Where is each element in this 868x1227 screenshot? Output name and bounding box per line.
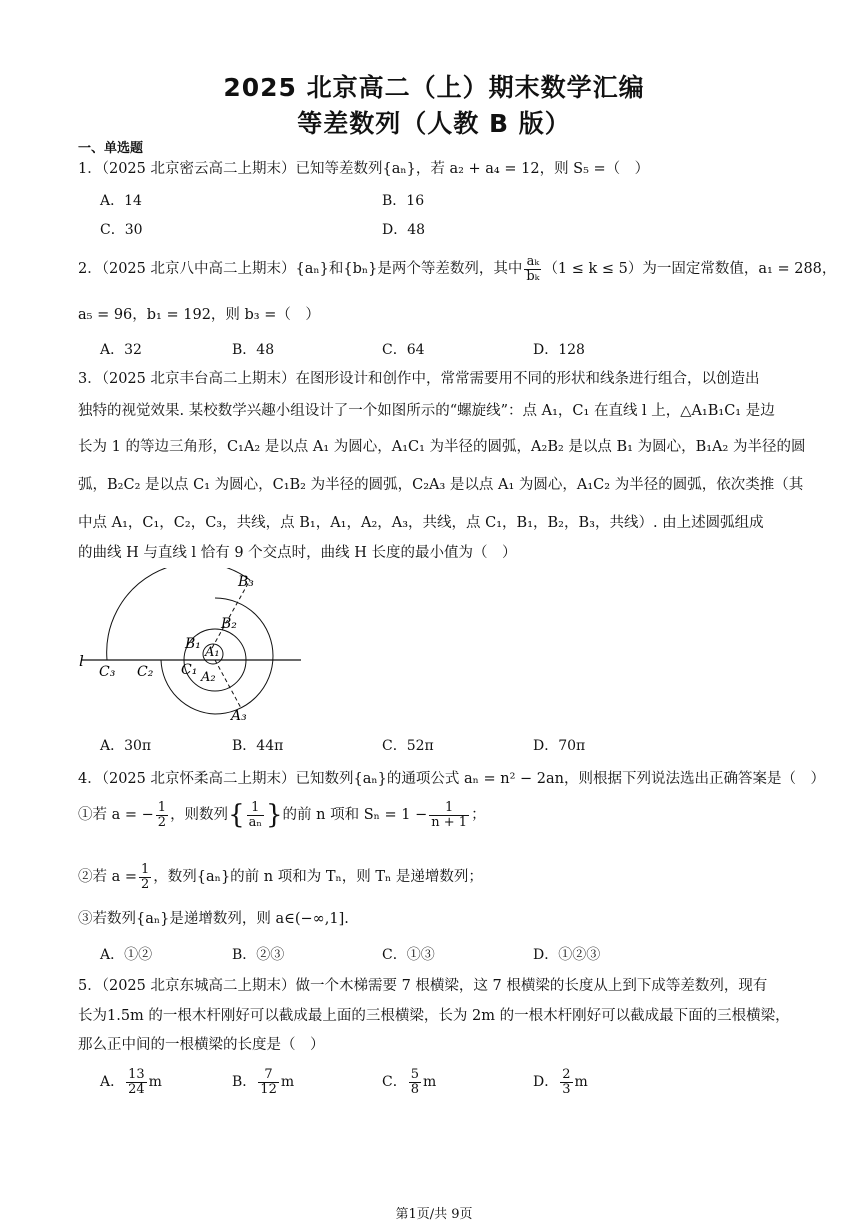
q2-stem-post: （1 ≤ k ≤ 5）为一固定常数值，a₁ = 288， [543,261,837,278]
q2-stem-line2: a₅ = 96，b₁ = 192，则 b₃ =（ ） [78,307,320,323]
q1-option-c[interactable]: C．30 [100,222,143,238]
q4-s1-post: ； [471,807,486,823]
q5-b-label: B． [232,1074,257,1091]
q4-s1-frac2 [247,801,264,829]
q5-stem-line1: 5．（2025 北京东城高二上期末）做一个木梯需要 7 根横梁，这 7 根横梁的长度从上到下成等差数列，现有 [78,978,768,994]
q5-d-num: 2 [562,1067,571,1082]
label-b1: B₁ [185,636,201,652]
q4-s2-f-den: 2 [141,876,150,892]
q5-stem-line2: 长为1.5m 的一根木杆刚好可以截成最上面的三根横梁，长为 2m 的一根木杆刚好可以截成最下面的三根横梁， [78,1008,790,1024]
q5-option-b[interactable] [232,1068,294,1096]
q2-fraction [524,255,541,283]
q3-stem-line6: 的曲线 H 与直线 l 恰有 9 个交点时，曲线 H 长度的最小值为（ ） [78,545,517,561]
q5-d-den: 3 [562,1081,571,1097]
q5-a-num: 13 [128,1067,145,1082]
q2-option-b[interactable]: B．48 [232,342,275,358]
q5-d-unit: m [574,1074,588,1091]
q4-s1-pre: ①若 a = − [78,807,154,823]
label-a2: A₂ [201,670,216,685]
q3-option-d[interactable]: D．70π [533,738,586,754]
q4-statement-2 [78,863,483,891]
q3-option-a[interactable]: A．30π [100,738,152,754]
q5-option-c[interactable] [382,1068,436,1096]
q1-option-a[interactable]: A．14 [100,193,142,209]
q5-a-frac [126,1068,147,1096]
q4-s1-frac3 [429,801,469,829]
q2-option-c[interactable]: C．64 [382,342,425,358]
q3-stem-line2: 独特的视觉效果. 某校数学兴趣小组设计了一个如图所示的“螺旋线”：点 A₁，C₁ 在直线 l 上，△A₁B₁C₁ 是边 [78,403,775,419]
label-c2: C₂ [137,664,154,680]
q4-s1-f3-num: 1 [429,801,469,816]
q2-frac-num: aₖ [524,255,541,270]
doc-title: 2025 北京高二（上）期末数学汇编 [223,73,645,102]
q3-stem-line1: 3．（2025 北京丰台高二上期末）在图形设计和创作中，常常需要用不同的形状和线条进行组合，以创造出 [78,371,760,387]
q5-a-label: A． [100,1074,125,1091]
q4-s1-f2-num: 1 [247,801,264,816]
q3-option-b[interactable]: B．44π [232,738,284,754]
q5-option-d[interactable] [533,1068,588,1096]
q4-option-d[interactable]: D．①②③ [533,947,601,963]
q4-s1-f2-den: aₙ [248,814,262,830]
arc-outer [107,568,250,660]
label-c1: C₁ [181,662,198,678]
q5-b-unit: m [280,1074,295,1091]
q4-option-c[interactable]: C．①③ [382,947,435,963]
q5-c-den: 8 [410,1081,419,1097]
q2-frac-den: bₖ [526,268,540,284]
q4-s1-f1-den: 2 [157,814,167,830]
q4-s1-frac1 [156,801,168,829]
q4-s1-mid2: 的前 n 项和 Sₙ = 1 − [282,807,428,823]
q4-option-b[interactable]: B．②③ [232,947,285,963]
q1-option-d[interactable]: D．48 [382,222,426,238]
label-a1: A₁ [205,645,220,660]
q4-s1-f1-num: 1 [157,799,167,815]
q4-statement-3: ③若数列{aₙ}是递增数列，则 a∈(−∞,1]. [78,911,349,927]
q5-option-a[interactable] [100,1068,162,1096]
q3-option-c[interactable]: C．52π [382,738,434,754]
spiral-figure [75,568,315,728]
q5-d-label: D． [533,1074,559,1091]
q3-stem-line3: 长为 1 的等边三角形，C₁A₂ 是以点 A₁ 为圆心，A₁C₁ 为半径的圆弧，A₂B₂ 是以点 B₁ 为圆心，B₁A₂ 为半径的圆 [78,439,806,455]
dashed-b-a [215,660,241,708]
q4-s2-frac [139,863,151,891]
q4-option-a[interactable]: A．①② [100,947,153,963]
q4-statement-1: ①若 a = − $\frac{1}{2}$ ，则数列{ $\frac{1}{\text{aₙ}}$ }的前 n 项和 Sₙ = 1 − $\frac{1}{n + 1}$ ； [78,799,486,830]
section-heading: 一、单选题 [78,141,144,156]
q3-stem-line5: 中点 A₁，C₁，C₂，C₃，共线，点 B₁，A₁，A₂，A₃，共线，点 C₁，B₁，B₂，B₃，共线）. 由上述圆弧组成 [78,515,764,531]
label-b3: B₃ [238,574,254,590]
q4-s2-pre: ②若 a = [78,869,138,886]
q4-s2-f-num: 1 [141,862,150,877]
q2-option-a[interactable]: A．32 [100,342,142,358]
label-a3: A₃ [231,708,247,724]
q5-b-num: 7 [258,1068,279,1083]
q5-a-unit: m [148,1074,162,1091]
label-b2: B₂ [221,616,237,632]
q1-stem: 1．（2025 北京密云高二上期末）已知等差数列{aₙ}，若 a₂ + a₄ = 12，则 S₅ =（ ） [78,161,650,177]
q2-stem-line1 [78,255,836,283]
q2-option-d[interactable]: D．128 [533,342,585,358]
q4-s1-mid: ，则数列 [170,807,229,823]
q5-a-den: 24 [128,1081,145,1097]
q5-c-frac [409,1068,421,1096]
label-c3: C₃ [99,664,116,680]
q3-stem-line4: 弧，B₂C₂ 是以点 C₁ 为圆心，C₁B₂ 为半径的圆弧，C₂A₃ 是以点 A₁ 为圆心，A₁C₂ 为半径的圆弧，依次类推（其 [78,477,804,493]
q4-stem: 4．（2025 北京怀柔高二上期末）已知数列{aₙ}的通项公式 aₙ = n² − 2an，则根据下列说法选出正确答案是（ ） [78,771,825,787]
q5-stem-line3: 那么正中间的一根横梁的长度是（ ） [78,1037,325,1053]
q2-stem-pre: 2．（2025 北京八中高二上期末）{aₙ}和{bₙ}是两个等差数列，其中 [78,261,523,278]
q1-option-b[interactable]: B．16 [382,193,425,209]
q5-d-frac [560,1068,572,1096]
q5-b-frac [258,1068,279,1096]
q4-s2-post: ，数列{aₙ}的前 n 项和为 Tₙ，则 Tₙ 是递增数列； [153,869,483,886]
q5-c-unit: m [423,1074,437,1091]
label-l: l [79,652,84,670]
q5-b-den: 12 [260,1081,277,1097]
q5-c-num: 5 [410,1067,419,1082]
dashed-c-b [212,580,250,648]
q5-c-label: C． [382,1074,407,1091]
q4-s1-f3-den: n + 1 [431,814,468,830]
page-footer: 第1页/共 9页 [395,1207,473,1222]
doc-subtitle: 等差数列（人教 B 版） [297,109,571,138]
